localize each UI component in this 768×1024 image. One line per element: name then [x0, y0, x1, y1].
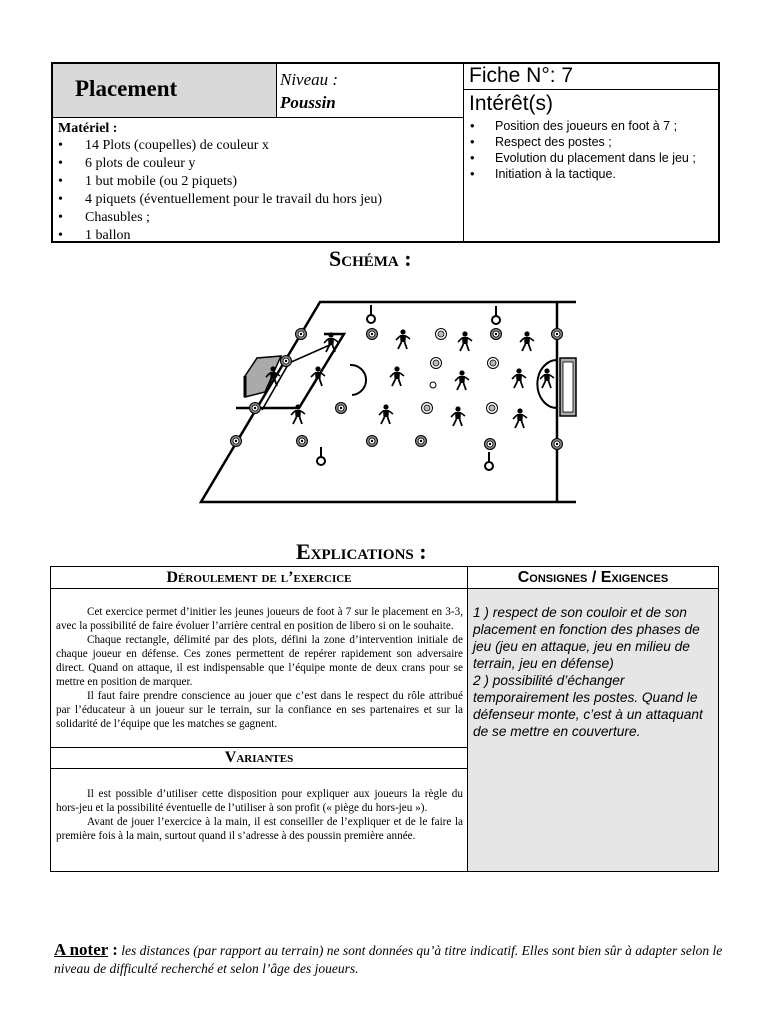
list-item: • Chasubles ;: [53, 209, 382, 227]
consignes-header: Consignes / Exigences: [468, 567, 718, 589]
materiel-title: Matériel :: [58, 121, 118, 136]
list-item: • 1 but mobile (ou 2 piquets): [53, 173, 382, 191]
paragraph: Il faut faire prendre conscience au jouer que c’est dans le respect du rôle attribué par l’éducateur à un joueur sur le terrain, sur la confiance en ses partenaires et sur la solidarité de l’équipe que les matches se gagnent.: [56, 690, 463, 730]
list-item: • 6 plots de couleur y: [53, 155, 382, 173]
ball-icon: [430, 382, 436, 388]
list-item: • 4 piquets (éventuellement pour le travail du hors jeu): [53, 191, 382, 209]
goal-right: [560, 358, 576, 416]
interet-title: Intérêt(s): [469, 92, 554, 115]
list-item: • Initiation à la tactique.: [464, 166, 696, 182]
field-lines: [201, 302, 576, 502]
list-item: • 14 Plots (coupelles) de couleur x: [53, 137, 382, 155]
schema-title: Schéma :: [329, 246, 412, 271]
paragraph: Chaque rectangle, délimité par des plots, défini la zone d’intervention initiale de chaque joueur en défense. Ces zones permettent de repérer rapidement son adversaire direct. Quand on attaque, il est indispensable que l’équipe monte de deux crans pour se mettre en position de marquer.: [56, 634, 463, 688]
paragraph: Il est possible d’utiliser cette disposition pour expliquer aux joueurs la règle du hors-jeu et la possibilité éventuelle de l’utiliser à son profit (« piège du hors-jeu »).: [56, 788, 463, 814]
paragraph: Cet exercice permet d’initier les jeunes joueurs de foot à 7 sur le placement en 3-3, avec la possibilité de faire évoluer l’arrière central en position de libero si on le souhaite.: [56, 606, 463, 632]
deroulement-text: [56, 605, 463, 731]
list-item: • Evolution du placement dans le jeu ;: [464, 150, 696, 166]
variantes-text: [56, 787, 463, 843]
note-label: A noter: [54, 940, 108, 959]
fiche-number: Fiche N°: 7: [469, 64, 574, 87]
note: [54, 941, 724, 978]
level-value: Poussin: [280, 93, 336, 112]
explications-table: [50, 566, 719, 872]
paragraph: 1 ) respect de son couloir et de son placement en fonction des phases de jeu (jeu en attaque, jeu en milieu de terrain, jeu en défense): [473, 605, 700, 671]
explications-title: Explications :: [296, 539, 427, 564]
list-item: • Respect des postes ;: [464, 134, 696, 150]
deroulement-column: [51, 567, 468, 871]
variantes-header: Variantes: [51, 747, 467, 769]
paragraph: Avant de jouer l’exercice à la main, il est conseiller de l’expliquer et de le faire la première fois à la main, surtout quand il s’adresse à des poussin première année.: [56, 816, 463, 842]
cones: [231, 329, 563, 450]
list-item: • Position des joueurs en foot à 7 ;: [464, 118, 696, 134]
deroulement-header: Déroulement de l’exercice: [51, 567, 467, 589]
paragraph: 2 ) possibilité d’échanger temporairement les postes. Quand le défenseur monte, c’est à un attaquant de se mettre en couverture.: [473, 673, 703, 739]
stakes: [317, 305, 500, 470]
players: [266, 329, 554, 428]
consignes-column: [468, 567, 718, 871]
note-text: les distances (par rapport au terrain) ne sont données qu’à titre indicatif. Elles sont bien sûr à adapter selon le niveau de difficulté recherché et selon l’âge des joueurs.: [54, 943, 723, 976]
consignes-text: [473, 604, 716, 740]
page-title: Placement: [75, 76, 178, 101]
note-colon: :: [108, 940, 118, 959]
level-label: Niveau :: [280, 70, 339, 89]
list-item: • 1 ballon: [53, 227, 382, 245]
